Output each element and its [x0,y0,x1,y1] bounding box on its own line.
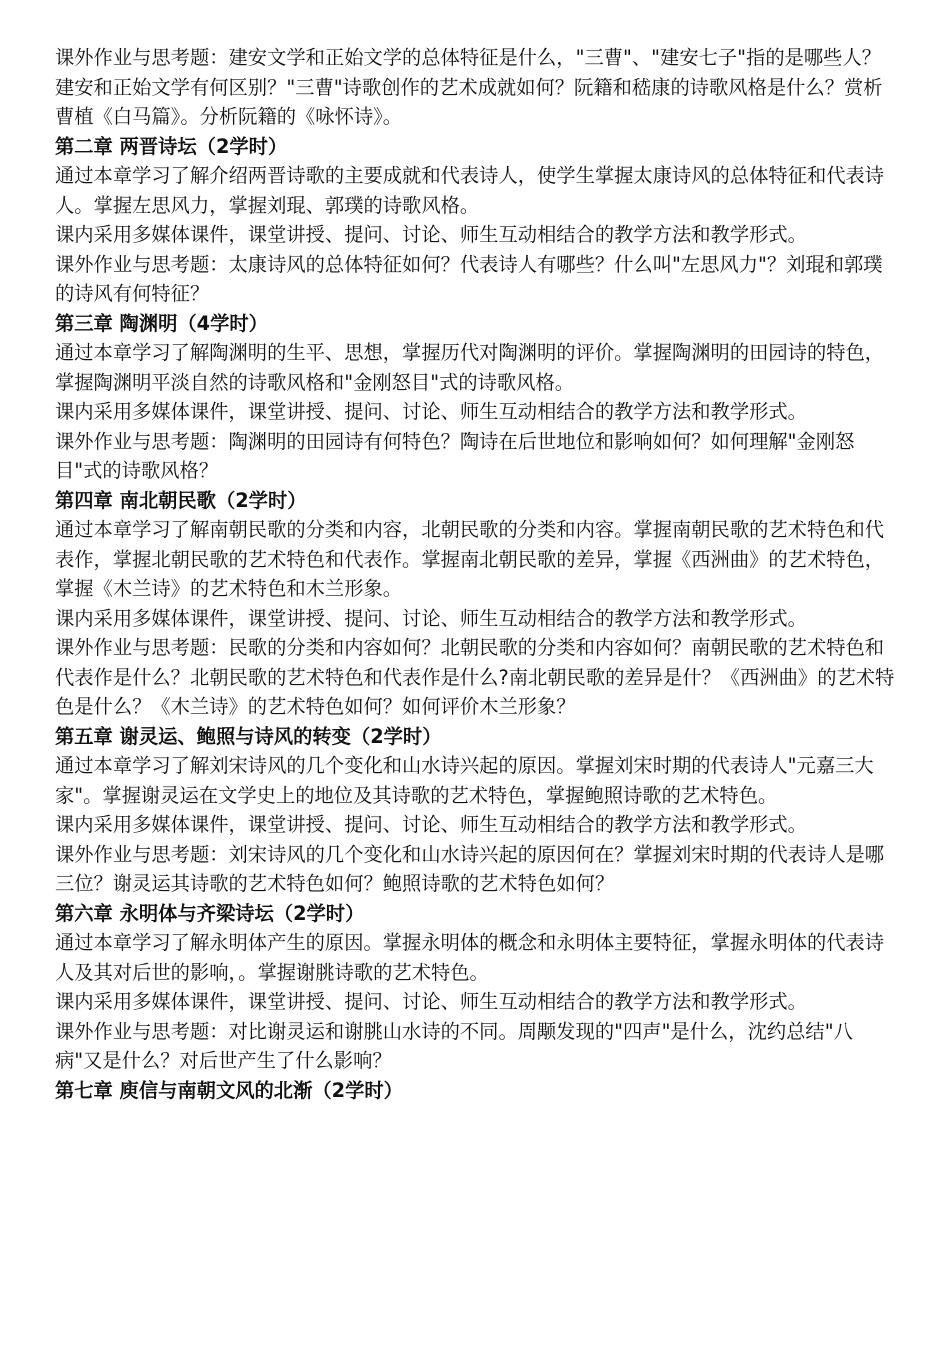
chapter-4-goal: 通过本章学习了解南朝民歌的分类和内容，北朝民歌的分类和内容。掌握南朝民歌的艺术特色和代表作，掌握北朝民歌的艺术特色和代表作。掌握南北朝民歌的差异，掌握《西洲曲》的艺术特色，掌握《木兰诗》的艺术特色和木兰形象。 [55,518,885,600]
chapter-3-section [55,309,900,486]
chapter-5-heading: 第五章 谢灵运、鲍照与诗风的转变（2学时） [55,724,442,748]
chapter-5-goal: 通过本章学习了解刘宋诗风的几个变化和山水诗兴起的原因。掌握刘宋时期的代表诗人"元嘉三大家"。掌握谢灵运在文学史上的地位及其诗歌的艺术特色，掌握鲍照诗歌的艺术特色。 [55,754,874,807]
chapter-6-method: 课内采用多媒体课件，课堂讲授、提问、讨论、师生互动相结合的教学方法和教学形式。 [55,990,807,1013]
chapter-5-method: 课内采用多媒体课件，课堂讲授、提问、讨论、师生互动相结合的教学方法和教学形式。 [55,813,807,836]
chapter-5-homework: 课外作业与思考题：刘宋诗风的几个变化和山水诗兴起的原因何在？掌握刘宋时期的代表诗人是哪三位？谢灵运其诗歌的艺术特色如何？鲍照诗歌的艺术特色如何？ [55,842,885,895]
chapter-4-heading: 第四章 南北朝民歌（2学时） [55,488,307,512]
chapter-3-homework: 课外作业与思考题：陶渊明的田园诗有何特色？陶诗在后世地位和影响如何？如何理解"金刚怒目"式的诗歌风格？ [55,429,855,482]
chapter-3-heading: 第三章 陶渊明（4学时） [55,311,268,335]
chapter-2-goal: 通过本章学习了解介绍两晋诗歌的主要成就和代表诗人，使学生掌握太康诗风的总体特征和代表诗人。掌握左思风力，掌握刘琨、郭璞的诗歌风格。 [55,164,885,217]
chapter-4-section [55,486,900,722]
chapter-7-heading: 第七章 庾信与南朝文风的北渐（2学时） [55,1078,403,1102]
chapter-2-heading: 第二章 两晋诗坛（2学时） [55,134,288,158]
document-page [55,43,900,1105]
chapter-3-goal: 通过本章学习了解陶渊明的生平、思想，掌握历代对陶渊明的评价。掌握陶渊明的田园诗的特色，掌握陶渊明平淡自然的诗歌风格和"金刚怒目"式的诗歌风格。 [55,341,885,394]
intro-homework-paragraph: 课外作业与思考题：建安文学和正始文学的总体特征是什么，"三曹"、"建安七子"指的是哪些人？建安和正始文学有何区别？"三曹"诗歌创作的艺术成就如何？阮籍和嵇康的诗歌风格是什么？赏析曹植《白马篇》。分析阮籍的《咏怀诗》。 [55,46,883,128]
chapter-6-homework: 课外作业与思考题：对比谢灵运和谢朓山水诗的不同。周颙发现的"四声"是什么，沈约总结"八病"又是什么？对后世产生了什么影响？ [55,1019,853,1072]
chapter-2-homework: 课外作业与思考题：太康诗风的总体特征如何？代表诗人有哪些？什么叫"左思风力"？刘琨和郭璞的诗风有何特征？ [55,252,883,305]
chapter-3-method: 课内采用多媒体课件，课堂讲授、提问、讨论、师生互动相结合的教学方法和教学形式。 [55,400,807,423]
chapter-2-method: 课内采用多媒体课件，课堂讲授、提问、讨论、师生互动相结合的教学方法和教学形式。 [55,223,807,246]
chapter-4-homework: 课外作业与思考题：民歌的分类和内容如何？北朝民歌的分类和内容如何？南朝民歌的艺术特色和代表作是什么？北朝民歌的艺术特色和代表作是什么?南北朝民歌的差异是什？《西洲曲》的艺术特色是什么？《木兰诗》的艺术特色如何？如何评价木兰形象？ [55,636,895,718]
chapter-6-goal: 通过本章学习了解永明体产生的原因。掌握永明体的概念和永明体主要特征，掌握永明体的代表诗人及其对后世的影响，。掌握谢朓诗歌的艺术特色。 [55,931,885,984]
chapter-5-section [55,722,900,899]
chapter-6-section [55,899,900,1076]
chapter-7-section [55,1076,900,1106]
chapter-4-method: 课内采用多媒体课件，课堂讲授、提问、讨论、师生互动相结合的教学方法和教学形式。 [55,606,807,630]
chapter-6-heading: 第六章 永明体与齐梁诗坛（2学时） [55,901,365,925]
chapter-2-section [55,132,900,309]
